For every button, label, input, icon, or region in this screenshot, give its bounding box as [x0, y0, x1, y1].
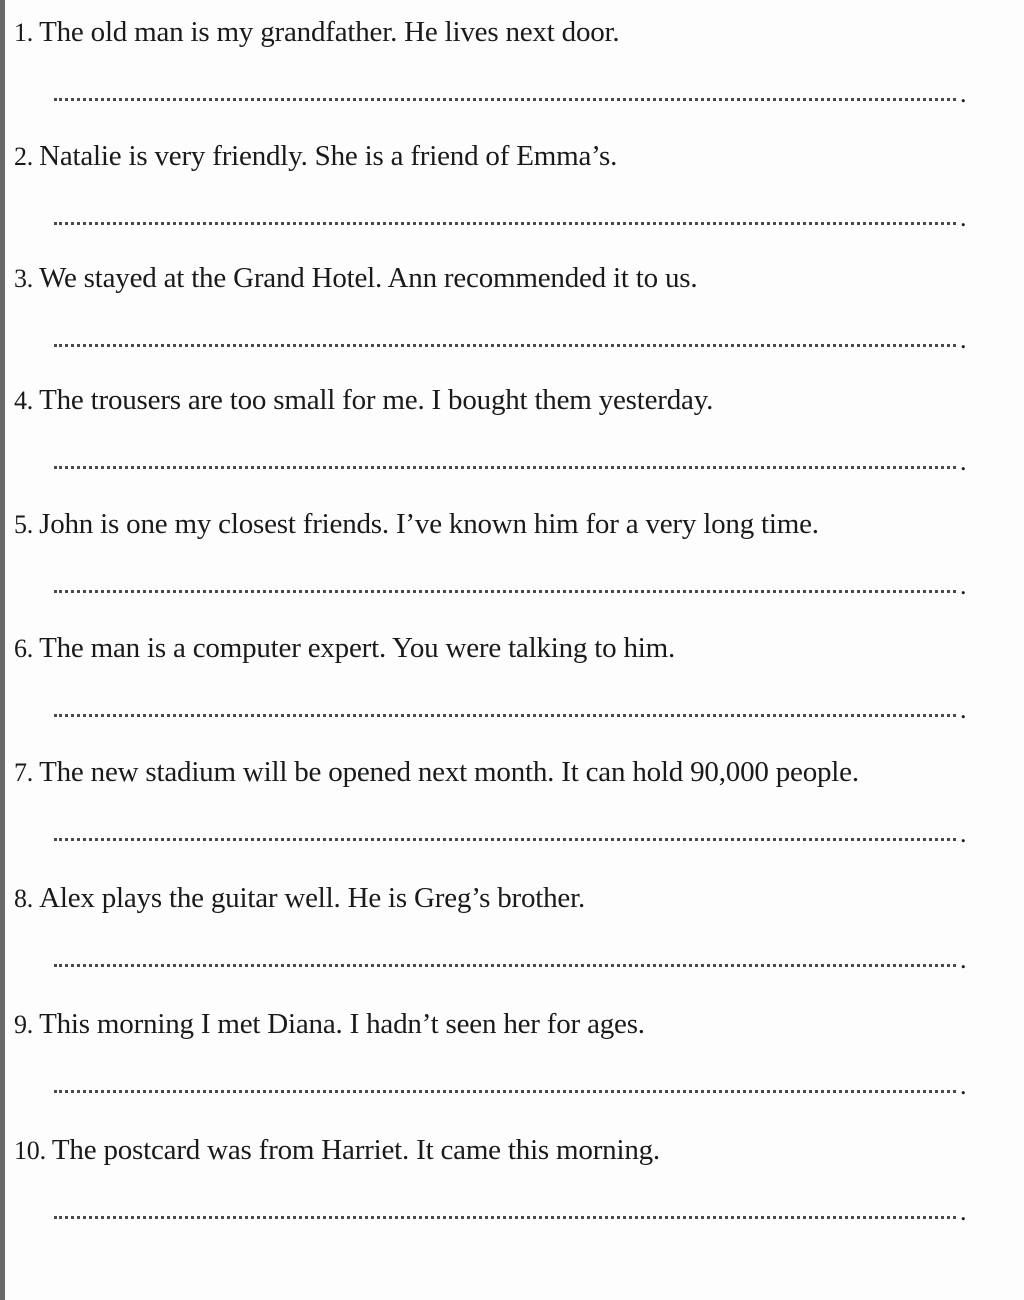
exercise-sentence: [14, 1004, 645, 1045]
exercise-text: We stayed at the Grand Hotel. Ann recommended it to us.: [39, 262, 698, 294]
exercise-number: 6.: [14, 634, 34, 663]
exercise-text: John is one my closest friends. I’ve known him for a very long time.: [39, 508, 819, 540]
exercise-sentence: [14, 504, 819, 545]
answer-end-mark: .: [960, 79, 967, 108]
answer-line[interactable]: [54, 1216, 956, 1219]
exercise-text: Natalie is very friendly. She is a friend of Emma’s.: [39, 140, 618, 172]
answer-end-mark: .: [960, 325, 967, 354]
answer-line[interactable]: [54, 838, 956, 841]
exercise-number: 5.: [14, 510, 34, 539]
answer-end-mark: .: [960, 945, 967, 974]
answer-end-mark: .: [960, 1071, 967, 1100]
exercise-number: 10.: [14, 1136, 46, 1165]
exercise-text: The new stadium will be opened next month. It can hold 90,000 people.: [39, 756, 859, 788]
exercise-item-6: [14, 628, 994, 752]
exercise-item-9: [14, 1004, 994, 1128]
answer-end-mark: .: [960, 819, 967, 848]
answer-line[interactable]: [54, 714, 956, 717]
answer-line[interactable]: [54, 222, 956, 225]
exercise-number: 3.: [14, 264, 34, 293]
exercise-sentence: [14, 628, 675, 669]
answer-line[interactable]: [54, 590, 956, 593]
exercise-text: Alex plays the guitar well. He is Greg’s brother.: [39, 882, 586, 914]
exercise-number: 8.: [14, 884, 34, 913]
answer-line[interactable]: [54, 1090, 956, 1093]
exercise-item-2: [14, 136, 994, 260]
exercise-sentence: [14, 380, 713, 421]
exercise-sentence: [14, 136, 617, 177]
exercise-item-5: [14, 504, 994, 628]
exercise-item-8: [14, 878, 994, 1002]
exercise-item-3: [14, 258, 994, 382]
answer-end-mark: .: [960, 1197, 967, 1226]
exercise-sentence: [14, 258, 697, 299]
answer-line[interactable]: [54, 964, 956, 967]
exercise-number: 2.: [14, 142, 34, 171]
exercise-text: The old man is my grandfather. He lives next door.: [39, 16, 620, 48]
exercise-item-7: [14, 752, 994, 876]
exercise-item-10: [14, 1130, 994, 1254]
answer-end-mark: .: [960, 695, 967, 724]
exercise-text: This morning I met Diana. I hadn’t seen her for ages.: [39, 1008, 645, 1040]
exercise-number: 9.: [14, 1010, 34, 1039]
exercise-item-1: [14, 12, 994, 136]
exercise-text: The postcard was from Harriet. It came this morning.: [51, 1134, 660, 1166]
exercise-number: 4.: [14, 386, 34, 415]
answer-end-mark: .: [960, 447, 967, 476]
answer-end-mark: .: [960, 571, 967, 600]
exercise-sentence: [14, 752, 859, 793]
exercise-item-4: [14, 380, 994, 504]
page-left-edge: [0, 0, 5, 1300]
exercise-text: The trousers are too small for me. I bought them yesterday.: [39, 384, 714, 416]
answer-line[interactable]: [54, 466, 956, 469]
exercise-sentence: [14, 12, 619, 53]
answer-line[interactable]: [54, 98, 956, 101]
exercise-text: The man is a computer expert. You were talking to him.: [39, 632, 676, 664]
exercise-sentence: [14, 1130, 660, 1171]
answer-line[interactable]: [54, 344, 956, 347]
exercise-number: 7.: [14, 758, 34, 787]
exercise-sentence: [14, 878, 585, 919]
exercise-number: 1.: [14, 18, 34, 47]
answer-end-mark: .: [960, 203, 967, 232]
